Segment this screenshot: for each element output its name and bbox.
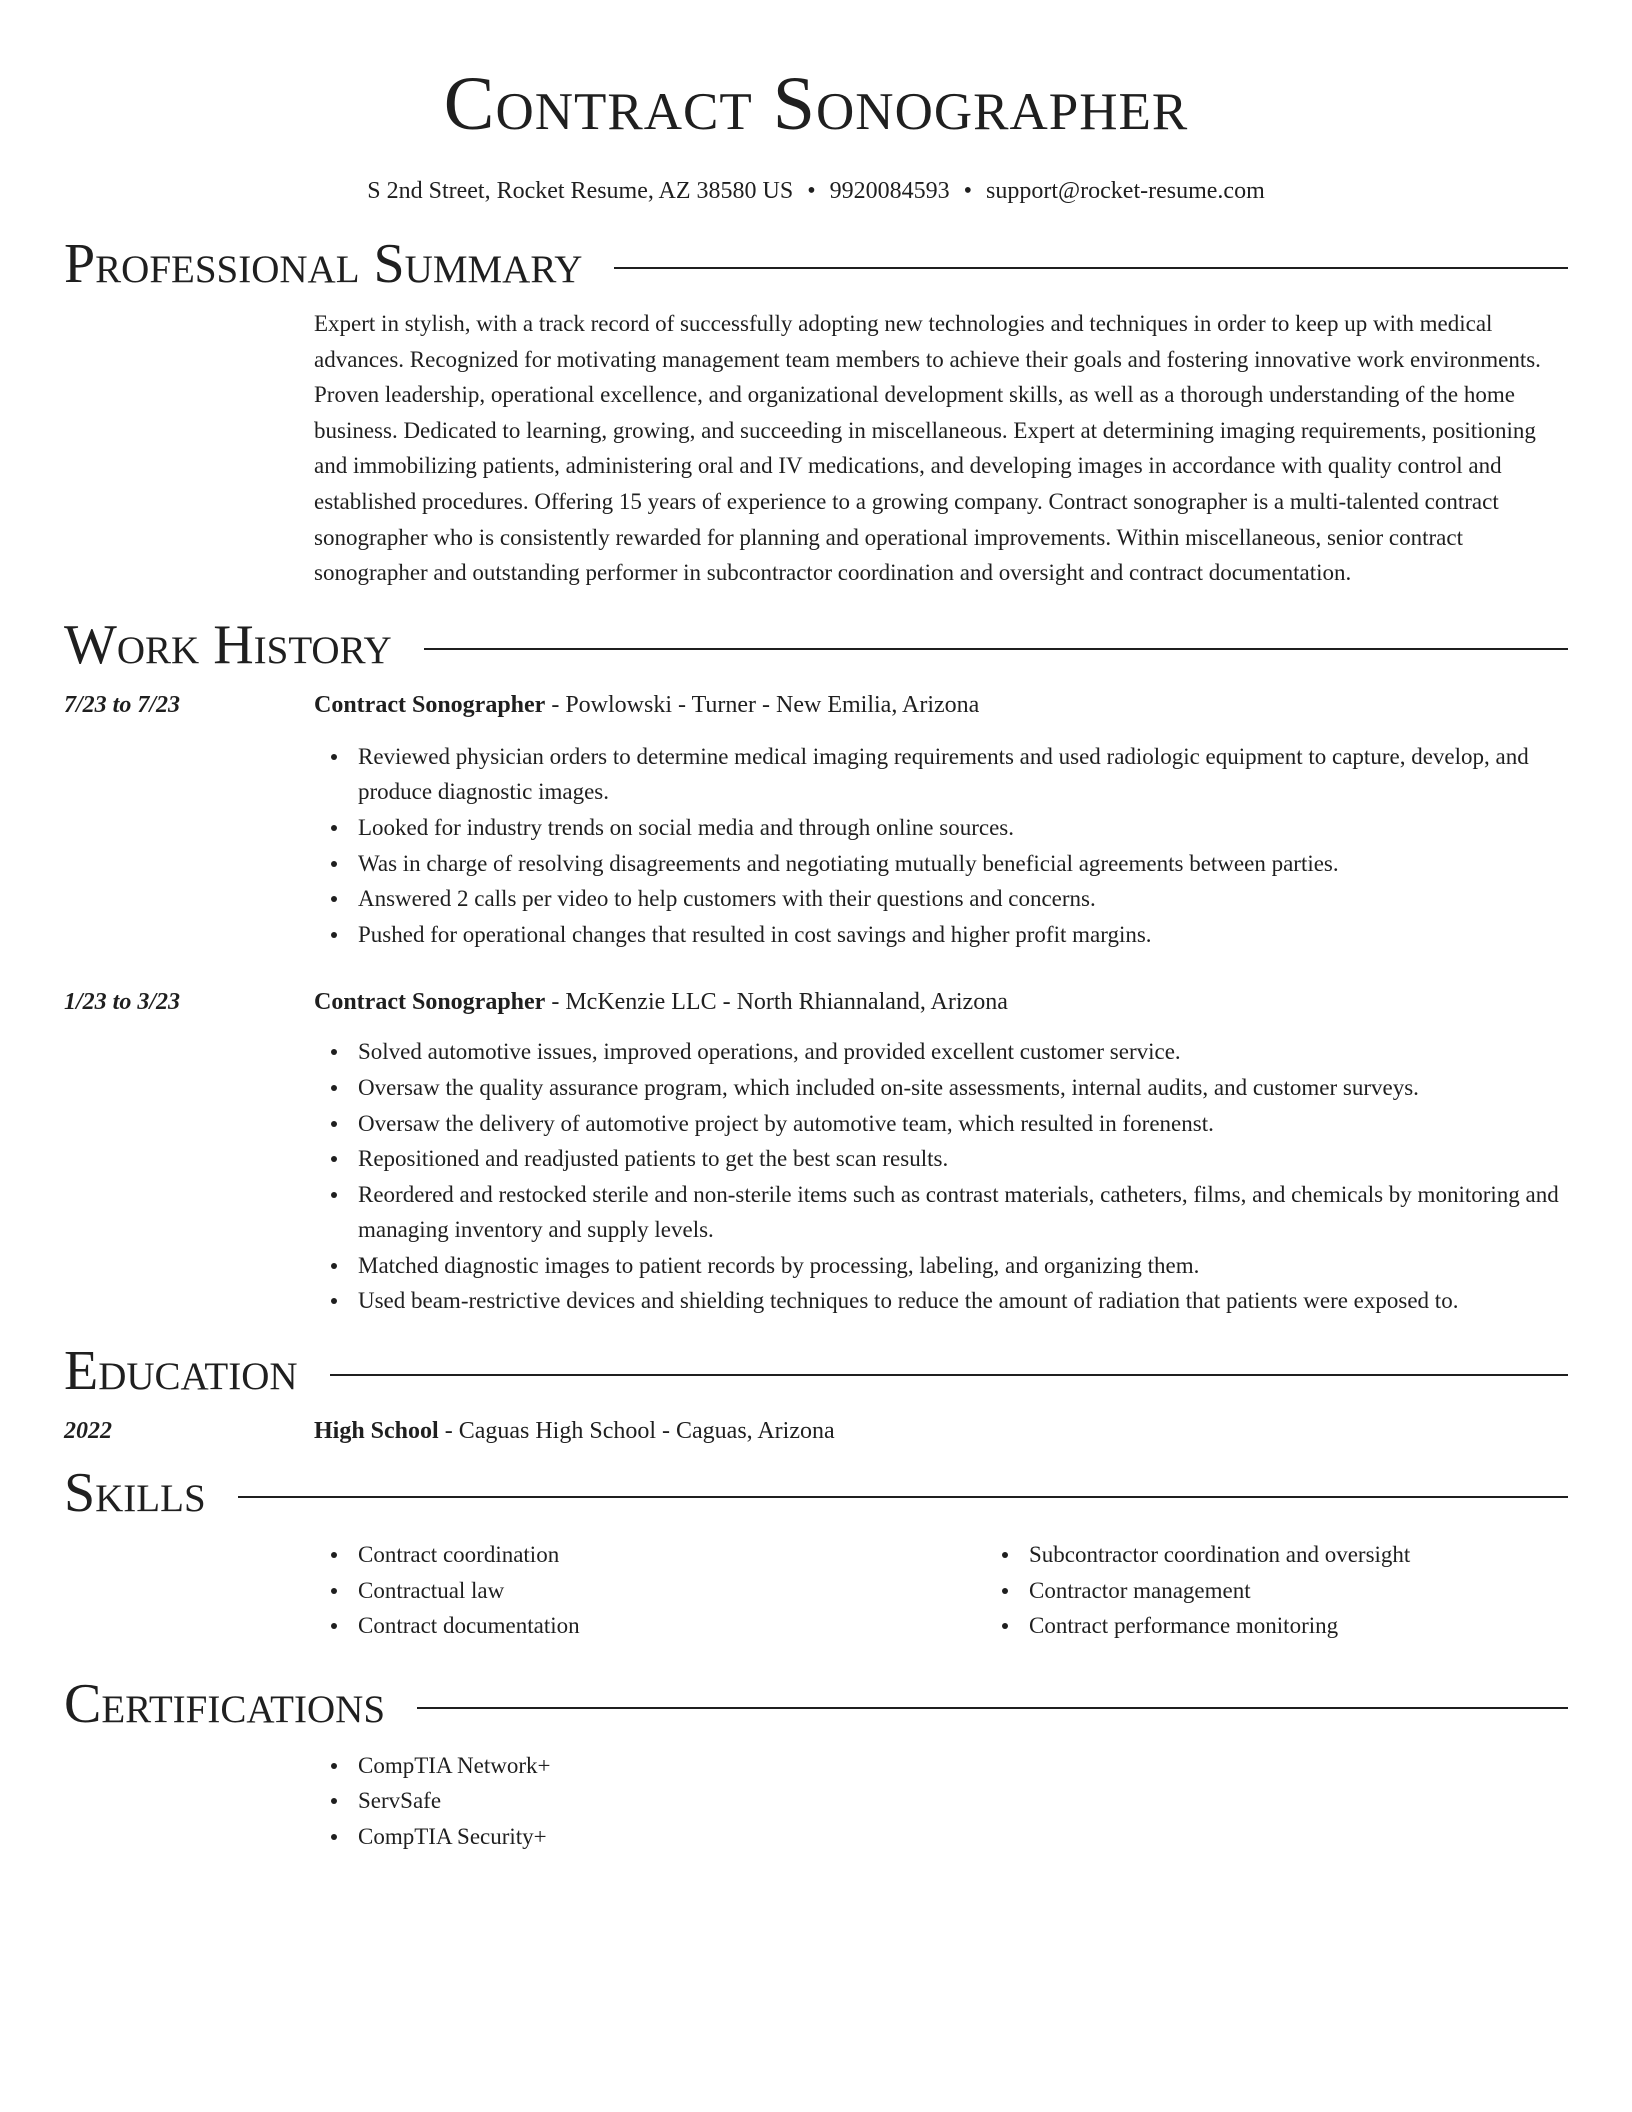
section-divider bbox=[330, 1374, 1568, 1376]
section-divider bbox=[424, 648, 1568, 650]
contact-line bbox=[64, 176, 1568, 206]
skill-item: Contractual law bbox=[358, 1573, 985, 1609]
job-body bbox=[314, 984, 1568, 1319]
list-item: Matched diagnostic images to patient records by processing, labeling, and organizing them. bbox=[358, 1248, 1568, 1284]
section-title-summary: Professional Summary bbox=[64, 233, 583, 295]
skill-item: Contract performance monitoring bbox=[1029, 1608, 1632, 1644]
list-item: Used beam-restrictive devices and shielding techniques to reduce the amount of radiation that patients were exposed to. bbox=[358, 1283, 1568, 1319]
section-title-certifications: Certifications bbox=[64, 1672, 386, 1735]
job-dates: 1/23 to 3/23 bbox=[64, 989, 181, 1016]
skills-row bbox=[64, 1537, 1568, 1644]
list-item: Oversaw the delivery of automotive project by automotive team, which resulted in forenenst. bbox=[358, 1106, 1568, 1142]
section-divider bbox=[238, 1496, 1568, 1498]
address: S 2nd Street, Rocket Resume, AZ 38580 US bbox=[367, 178, 794, 204]
summary-text: Expert in stylish, with a track record of successfully adopting new technologies and techniques in order to keep up with medical advances. Recognized for motivating management team members to achieve their goals and fostering innovative work environments. Proven leadership, operational excellence, and organizational development skills, as well as a thorough understanding of the home business. Dedicated to learning, growing, and succeeding in miscellaneous. Expert at determining imaging requirements, positioning and immobilizing patients, administering oral and IV medications, and developing images in accordance with quality control and established procedures. Offering 15 years of experience to a growing company. Contract sonographer is a multi-talented contract sonographer who is consistently rewarded for planning and operational improvements. Within miscellaneous, senior contract sonographer and outstanding performer in subcontractor coordination and oversight and contract documentation. bbox=[314, 311, 1541, 586]
summary-section-header bbox=[64, 232, 1568, 296]
section-title-work: Work History bbox=[64, 613, 392, 676]
list-item: Reordered and restocked sterile and non-sterile items such as contrast materials, catheters, films, and chemicals by monitoring and managing inventory and supply levels. bbox=[358, 1177, 1568, 1248]
job-entry bbox=[64, 687, 1568, 953]
education-entry bbox=[64, 1413, 1568, 1449]
list-item: Answered 2 calls per video to help customers with their questions and concerns. bbox=[358, 881, 1568, 917]
job-heading bbox=[314, 687, 1568, 723]
work-section-header bbox=[64, 613, 1568, 677]
summary-left-spacer bbox=[64, 306, 314, 591]
list-item: Was in charge of resolving disagreements and negotiating mutually beneficial agreements between parties. bbox=[358, 846, 1568, 882]
email: support@rocket-resume.com bbox=[986, 178, 1265, 204]
skills-left-spacer bbox=[64, 1537, 314, 1644]
summary-body bbox=[314, 306, 1568, 591]
skills-section-header bbox=[64, 1461, 1568, 1525]
separator-dot: • bbox=[963, 178, 973, 204]
job-body bbox=[314, 687, 1568, 953]
education-section-header bbox=[64, 1339, 1568, 1403]
education-body bbox=[314, 1413, 1568, 1449]
skills-grid bbox=[314, 1537, 1568, 1644]
skill-item: Contractor management bbox=[1029, 1573, 1632, 1609]
job-role: Contract Sonographer bbox=[314, 691, 546, 718]
education-degree: High School bbox=[314, 1418, 439, 1445]
skill-item: Subcontractor coordination and oversight bbox=[1029, 1537, 1632, 1573]
section-divider bbox=[614, 267, 1568, 269]
job-role: Contract Sonographer bbox=[314, 989, 546, 1016]
phone: 9920084593 bbox=[829, 178, 950, 204]
candidate-name: Contract Sonographer bbox=[443, 62, 1189, 146]
section-divider bbox=[417, 1707, 1568, 1709]
summary-row bbox=[64, 306, 1568, 591]
job-entry bbox=[64, 984, 1568, 1319]
job-bullets bbox=[314, 1034, 1568, 1319]
job-heading bbox=[314, 984, 1568, 1020]
list-item: Oversaw the quality assurance program, which included on-site assessments, internal audits, and customer surveys. bbox=[358, 1070, 1568, 1106]
certification-item: ServSafe bbox=[358, 1783, 1568, 1819]
certifications-list bbox=[314, 1748, 1568, 1855]
section-title-education: Education bbox=[64, 1340, 298, 1403]
education-details: - Caguas High School - Caguas, Arizona bbox=[438, 1418, 835, 1445]
job-dates: 7/23 to 7/23 bbox=[64, 691, 181, 718]
certifications-body bbox=[314, 1748, 1568, 1855]
skill-item: Contract coordination bbox=[358, 1537, 985, 1573]
separator-dot: • bbox=[807, 178, 816, 204]
certifications-left-spacer bbox=[64, 1748, 314, 1855]
list-item: Pushed for operational changes that resulted in cost savings and higher profit margins. bbox=[358, 917, 1568, 953]
certification-item: CompTIA Network+ bbox=[358, 1748, 1568, 1784]
job-details: - Powlowski - Turner - New Emilia, Arizona bbox=[545, 691, 980, 718]
certifications-row bbox=[64, 1748, 1568, 1855]
list-item: Reviewed physician orders to determine medical imaging requirements and used radiologic equipment to capture, develop, and produce diagnostic images. bbox=[358, 739, 1568, 810]
list-item: Solved automotive issues, improved operations, and provided excellent customer service. bbox=[358, 1034, 1568, 1070]
skills-list-right bbox=[985, 1537, 1632, 1644]
skills-list-left bbox=[314, 1537, 985, 1644]
section-title-skills: Skills bbox=[64, 1462, 206, 1525]
list-item: Repositioned and readjusted patients to get the best scan results. bbox=[358, 1141, 1568, 1177]
job-details: - McKenzie LLC - North Rhiannaland, Arizona bbox=[545, 989, 1008, 1016]
list-item: Looked for industry trends on social media and through online sources. bbox=[358, 810, 1568, 846]
certification-item: CompTIA Security+ bbox=[358, 1819, 1568, 1855]
education-year: 2022 bbox=[64, 1418, 112, 1445]
skill-item: Contract documentation bbox=[358, 1608, 985, 1644]
job-bullets bbox=[314, 739, 1568, 953]
certifications-section-header bbox=[64, 1672, 1568, 1736]
education-heading bbox=[314, 1413, 1568, 1449]
